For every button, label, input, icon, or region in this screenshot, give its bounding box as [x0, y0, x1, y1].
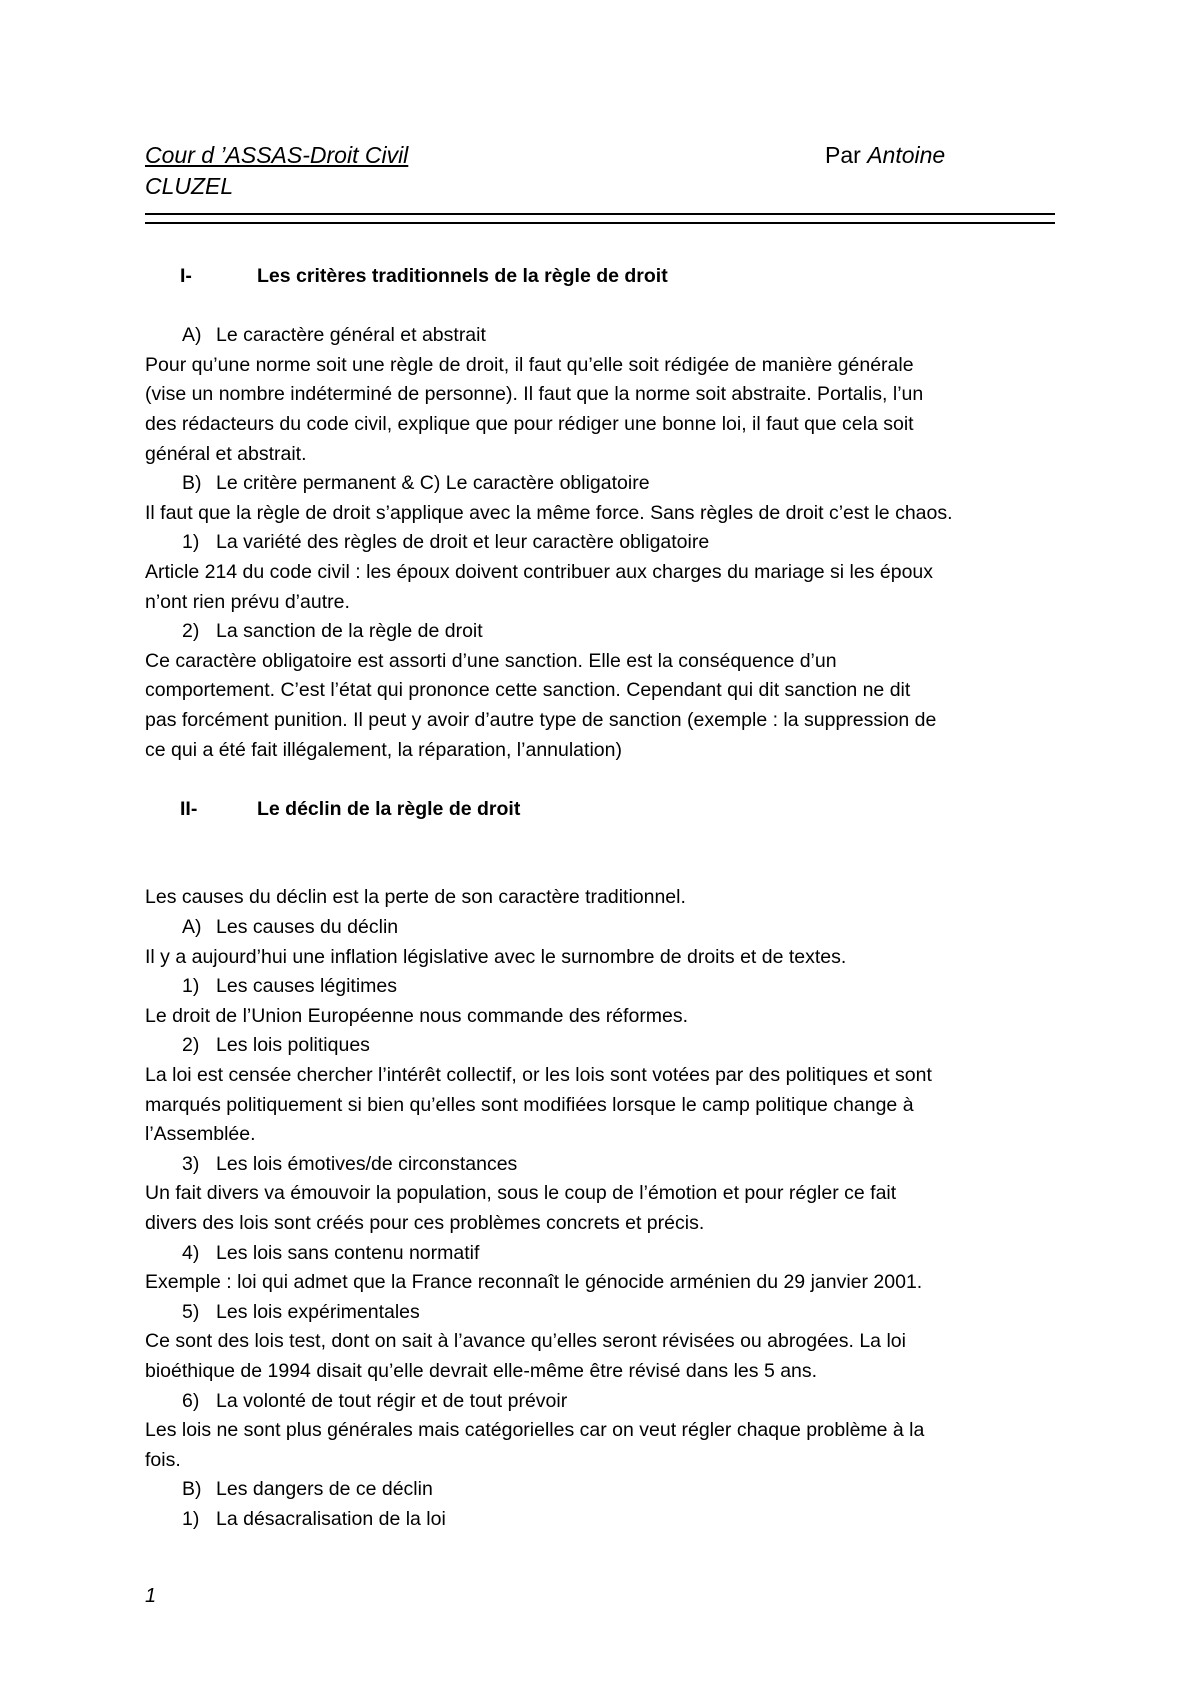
subheading-marker: B): [182, 472, 202, 495]
subheading: [145, 1239, 1065, 1269]
subheading: [145, 528, 1065, 558]
author-prefix: Par: [825, 142, 868, 168]
subheading-marker: B): [182, 1478, 202, 1501]
subheading: [145, 972, 1065, 1002]
subheading-text: Les lois politiques: [216, 1034, 370, 1057]
subheading-marker: A): [182, 324, 202, 347]
section-heading: [145, 795, 1065, 825]
subheading-marker: A): [182, 916, 202, 939]
subheading: [145, 617, 1065, 647]
subheading: [145, 1031, 1065, 1061]
document-body: [145, 262, 1065, 1535]
subheading: [145, 469, 1065, 499]
subheading-text: Le critère permanent & C) Le caractère obligatoire: [216, 472, 650, 495]
section-title: Le déclin de la règle de droit: [257, 797, 521, 820]
paragraph-line: général et abstrait.: [145, 442, 307, 465]
subheading-text: La désacralisation de la loi: [216, 1507, 446, 1530]
paragraph-line: Pour qu’une norme soit une règle de droit, il faut qu’elle soit rédigée de manière générale: [145, 353, 914, 376]
paragraph-line: bioéthique de 1994 disait qu’elle devrait elle-même être révisé dans les 5 ans.: [145, 1359, 818, 1382]
subheading-text: La volonté de tout régir et de tout prévoir: [216, 1389, 568, 1412]
section-number: I-: [180, 265, 192, 287]
subheading: [145, 1150, 1065, 1180]
subheading-text: La sanction de la règle de droit: [216, 620, 483, 643]
paragraph-line: La loi est censée chercher l’intérêt collectif, or les lois sont votées par des politiques et sont: [145, 1064, 932, 1087]
course-title: Cour d ’ASSAS-Droit Civil: [145, 142, 409, 168]
paragraph-line: fois.: [145, 1448, 181, 1471]
paragraph-line: Le droit de l’Union Européenne nous commande des réformes.: [145, 1004, 689, 1027]
subheading-marker: 1): [182, 975, 200, 998]
subheading-text: Les lois expérimentales: [216, 1300, 420, 1323]
subheading: [145, 1505, 1065, 1535]
paragraph-line: ce qui a été fait illégalement, la réparation, l’annulation): [145, 738, 622, 761]
subheading: [145, 1387, 1065, 1417]
header-rule-bottom: [145, 222, 1055, 224]
subheading-marker: 1): [182, 531, 200, 554]
subheading-marker: 1): [182, 1507, 200, 1530]
paragraph-line: Un fait divers va émouvoir la population, sous le coup de l’émotion et pour régler ce fait: [145, 1182, 897, 1205]
paragraph-line: n’ont rien prévu d’autre.: [145, 590, 350, 613]
subheading-marker: 4): [182, 1241, 200, 1264]
subheading-text: Le caractère général et abstrait: [216, 324, 486, 347]
header-rule-top: [145, 213, 1055, 215]
subheading-text: Les causes du déclin: [216, 916, 399, 939]
subheading-marker: 2): [182, 620, 200, 643]
subheading: [145, 1298, 1065, 1328]
paragraph-line: Les lois ne sont plus générales mais catégorielles car on veut régler chaque problème à la: [145, 1419, 925, 1442]
paragraph-line: (vise un nombre indéterminé de personne). Il faut que la norme soit abstraite. Portalis, l’un: [145, 383, 924, 406]
paragraph-line: Exemple : loi qui admet que la France reconnaît le génocide arménien du 29 janvier 2001.: [145, 1271, 923, 1294]
subheading-marker: 2): [182, 1034, 200, 1057]
paragraph-line: Ce caractère obligatoire est assorti d’une sanction. Elle est la conséquence d’un: [145, 649, 837, 672]
subheading-text: Les dangers de ce déclin: [216, 1478, 433, 1501]
page-number: 1: [145, 1585, 157, 1607]
subheading-text: Les lois émotives/de circonstances: [216, 1152, 518, 1175]
subheading-marker: 3): [182, 1152, 200, 1175]
paragraph-line: Article 214 du code civil : les époux doivent contribuer aux charges du mariage si les époux: [145, 560, 934, 583]
section-heading: [145, 262, 1065, 292]
author-first-name: Antoine: [867, 142, 946, 168]
section-title: Les critères traditionnels de la règle de droit: [257, 265, 668, 287]
author-line: [825, 140, 945, 171]
subheading-marker: 6): [182, 1389, 200, 1412]
paragraph-spacer: [145, 854, 1065, 884]
paragraph-line: Il y a aujourd’hui une inflation législative avec le surnombre de droits et de textes.: [145, 945, 847, 968]
paragraph-line: Les causes du déclin est la perte de son caractère traditionnel.: [145, 886, 686, 909]
subheading-text: Les lois sans contenu normatif: [216, 1241, 480, 1264]
subheading: [145, 321, 1065, 351]
subheading-text: Les causes légitimes: [216, 975, 398, 998]
paragraph-line: marqués politiquement si bien qu’elles sont modifiées lorsque le camp politique change à: [145, 1093, 914, 1116]
author-last-name: CLUZEL: [145, 173, 234, 199]
heading-spacer: [145, 824, 1065, 854]
paragraph-line: des rédacteurs du code civil, explique que pour rédiger une bonne loi, il faut que cela soit: [145, 412, 914, 435]
section-spacer: [145, 765, 1065, 795]
subheading-marker: 5): [182, 1300, 200, 1323]
subheading-text: La variété des règles de droit et leur caractère obligatoire: [216, 531, 710, 554]
paragraph-line: Il faut que la règle de droit s’applique avec la même force. Sans règles de droit c’est le chaos.: [145, 501, 953, 524]
paragraph-line: comportement. C’est l’état qui prononce cette sanction. Cependant qui dit sanction ne dit: [145, 679, 911, 702]
paragraph-line: divers des lois sont créés pour ces problèmes concrets et précis.: [145, 1212, 705, 1234]
heading-spacer: [145, 292, 1065, 322]
paragraph-line: Ce sont des lois test, dont on sait à l’avance qu’elles seront révisées ou abrogées. La loi: [145, 1330, 906, 1353]
subheading: [145, 1475, 1065, 1505]
subheading: [145, 913, 1065, 943]
section-number: II-: [180, 797, 198, 820]
paragraph-line: pas forcément punition. Il peut y avoir d’autre type de sanction (exemple : la suppression de: [145, 708, 937, 731]
paragraph-line: l’Assemblée.: [145, 1123, 256, 1146]
